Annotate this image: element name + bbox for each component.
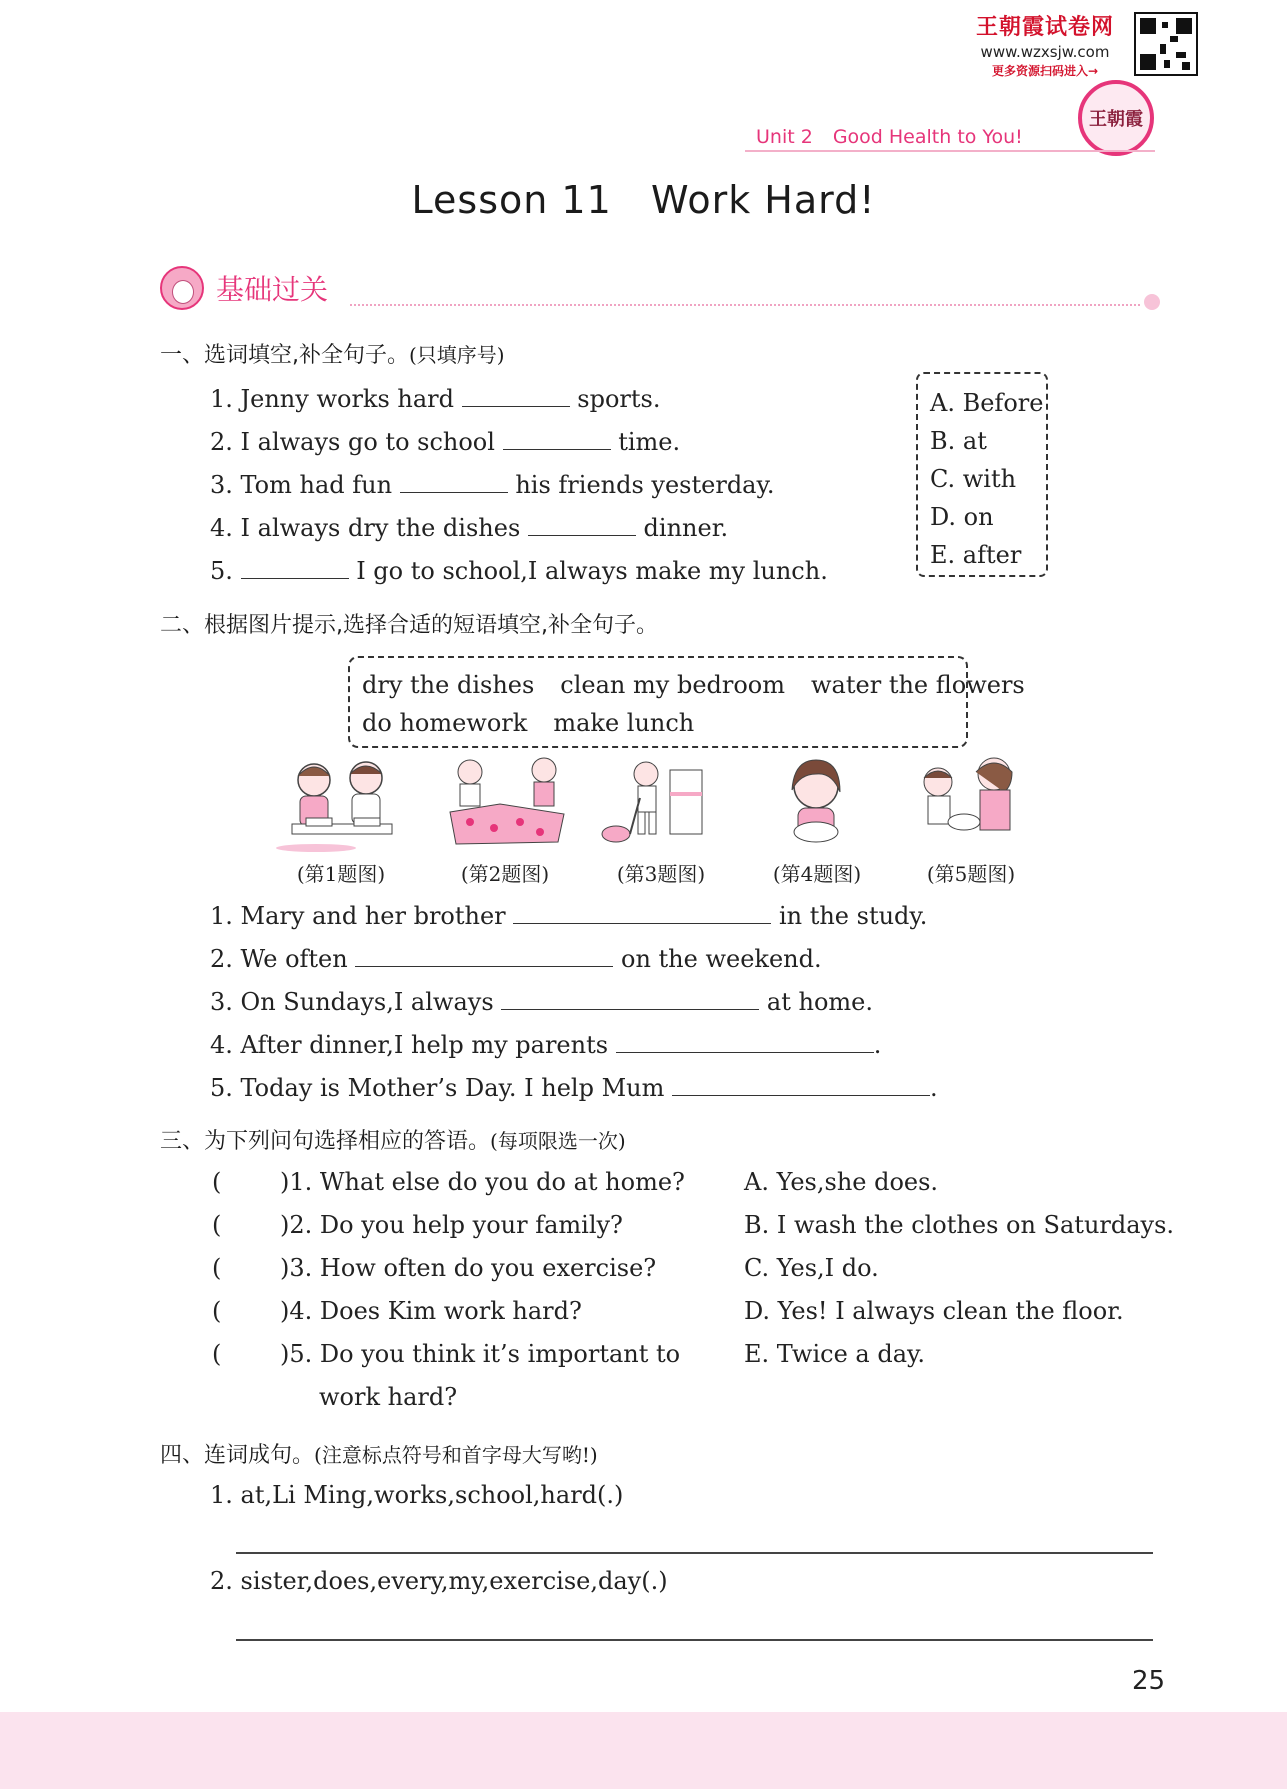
q2-item: [210, 1028, 881, 1059]
figure-caption: (第2题图): [460, 862, 550, 886]
q1-item: [210, 554, 828, 585]
girl-dishes-illustration: [752, 752, 882, 852]
unit-label: Unit 2: [756, 126, 813, 148]
qr-code-icon[interactable]: [1134, 12, 1198, 76]
q3-question-continued: work hard?: [319, 1383, 458, 1411]
seal-text: 王朝霞: [1089, 109, 1143, 130]
mum-child-cooking-illustration: [908, 752, 1038, 852]
q1-blank-2[interactable]: [503, 425, 611, 450]
figure-caption: (第1题图): [296, 862, 386, 886]
q3-heading: [160, 1124, 626, 1155]
q2-text-after: on the weekend.: [621, 945, 822, 974]
q3-question: )4. Does Kim work hard?: [280, 1297, 582, 1325]
q1-title: 一、选词填空,补全句子。: [160, 343, 409, 368]
answer-paren[interactable]: (: [212, 1254, 222, 1282]
q1-text-after: his friends yesterday.: [515, 471, 775, 500]
decorative-dot-icon: [1144, 294, 1160, 310]
unit-header: [756, 126, 1023, 148]
q4-note: (注意标点符号和首字母大写哟!): [314, 1443, 598, 1467]
q1-text-before: 1. Jenny works hard: [210, 385, 455, 414]
figure-caption: (第4题图): [772, 862, 862, 886]
q2-item: [210, 899, 927, 930]
phrase: clean my bedroom: [560, 671, 786, 699]
answer-line[interactable]: [236, 1552, 1153, 1554]
q3-question: )2. Do you help your family?: [280, 1211, 623, 1239]
q1-text-before: 5.: [210, 557, 233, 586]
q1-item: [210, 425, 680, 456]
q1-text-before: 2. I always go to school: [210, 428, 495, 457]
q2-phrase-box: [348, 656, 1025, 748]
q1-blank-4[interactable]: [528, 511, 636, 536]
q4-item: 1. at,Li Ming,works,school,hard(.): [210, 1481, 624, 1509]
phrase: do homework: [362, 709, 528, 737]
figure-caption: (第5题图): [926, 862, 1016, 886]
q3-title: 三、为下列问句选择相应的答语。: [160, 1129, 491, 1154]
boy-vacuum-illustration: [596, 752, 726, 852]
header-divider: [745, 150, 1155, 152]
girl-avatar-icon: [160, 266, 204, 310]
q2-blank-5[interactable]: [672, 1071, 930, 1096]
q2-text-before: 4. After dinner,I help my parents: [210, 1031, 609, 1060]
q2-item: [210, 942, 822, 973]
q2-text-after: in the study.: [778, 902, 928, 931]
q3-question: )3. How often do you exercise?: [280, 1254, 657, 1282]
q4-title: 四、连词成句。: [160, 1443, 315, 1468]
q2-text-after: at home.: [766, 988, 873, 1017]
q2-text-before: 2. We often: [210, 945, 348, 974]
q1-item: [210, 468, 775, 499]
q1-blank-1[interactable]: [462, 382, 570, 407]
q1-text-before: 4. I always dry the dishes: [210, 514, 521, 543]
footer-band: [0, 1712, 1287, 1789]
answer-paren[interactable]: (: [212, 1340, 222, 1368]
q3-answer: C. Yes,I do.: [744, 1254, 879, 1282]
q2-text-after: .: [930, 1074, 938, 1103]
option-b: B. at: [930, 427, 987, 455]
q1-item: [210, 511, 728, 542]
answer-line[interactable]: [236, 1639, 1153, 1641]
q1-item: [210, 382, 661, 413]
q2-blank-3[interactable]: [501, 985, 759, 1010]
q2-item: [210, 985, 873, 1016]
q2-blank-2[interactable]: [355, 942, 613, 967]
brand-url[interactable]: www.wzxsjw.com: [980, 43, 1110, 61]
option-e: E. after: [930, 541, 1022, 569]
q1-blank-3[interactable]: [400, 468, 508, 493]
phrase: water the flowers: [811, 671, 1025, 699]
q2-heading: 二、根据图片提示,选择合适的短语填空,补全句子。: [160, 613, 658, 638]
kids-homework-illustration: [276, 752, 406, 852]
q3-answer: A. Yes,she does.: [744, 1168, 939, 1196]
unit-title: Good Health to You!: [832, 126, 1023, 148]
phrase: make lunch: [553, 709, 695, 737]
q4-item: 2. sister,does,every,my,exercise,day(.): [210, 1567, 668, 1595]
q3-answer: E. Twice a day.: [744, 1340, 926, 1368]
section-title: 基础过关: [216, 273, 329, 306]
brand-block: [960, 10, 1130, 79]
page-number: 25: [1132, 1666, 1166, 1696]
q1-options-box: [916, 372, 1048, 577]
option-c: C. with: [930, 465, 1017, 493]
figure-caption: (第3题图): [616, 862, 706, 886]
brand-seal-logo: [1078, 80, 1154, 156]
q1-note: (只填序号): [409, 343, 505, 367]
q3-question: )5. Do you think it’s important to: [280, 1340, 681, 1368]
phrase-row: [362, 704, 966, 742]
dotted-divider: [350, 304, 1140, 306]
q1-text-after: sports.: [577, 385, 661, 414]
q2-item: [210, 1071, 938, 1102]
q1-text-after: I go to school,I always make my lunch.: [356, 557, 828, 586]
q4-heading: [160, 1438, 598, 1469]
q2-text-before: 1. Mary and her brother: [210, 902, 506, 931]
option-d: D. on: [930, 503, 994, 531]
phrase: dry the dishes: [362, 671, 535, 699]
option-a: A. Before: [930, 389, 1044, 417]
brand-title: 王朝霞试卷网: [975, 15, 1114, 40]
q2-text-after: .: [873, 1031, 882, 1060]
q1-text-after: time.: [618, 428, 681, 457]
kids-bedroom-illustration: [440, 752, 570, 852]
q1-blank-5[interactable]: [241, 554, 349, 579]
answer-paren[interactable]: (: [212, 1297, 222, 1325]
q1-text-after: dinner.: [643, 514, 729, 543]
q3-note: (每项限选一次): [490, 1129, 626, 1153]
q3-question: )1. What else do you do at home?: [280, 1168, 685, 1196]
q2-blank-4[interactable]: [616, 1028, 874, 1053]
brand-tagline: 更多资源扫码进入→: [991, 64, 1099, 78]
answer-paren[interactable]: (: [212, 1211, 222, 1239]
page-title: Lesson 11 Work Hard!: [411, 178, 876, 222]
q1-text-before: 3. Tom had fun: [210, 471, 393, 500]
q3-answer: B. I wash the clothes on Saturdays.: [744, 1211, 1175, 1239]
q1-heading: [160, 338, 505, 369]
section-banner: [160, 264, 1160, 312]
q2-blank-1[interactable]: [513, 899, 771, 924]
q2-text-before: 5. Today is Mother’s Day. I help Mum: [210, 1074, 665, 1103]
q2-text-before: 3. On Sundays,I always: [210, 988, 494, 1017]
phrase-row: [362, 666, 1025, 704]
answer-paren[interactable]: (: [212, 1168, 222, 1196]
q3-answer: D. Yes! I always clean the floor.: [744, 1297, 1124, 1325]
